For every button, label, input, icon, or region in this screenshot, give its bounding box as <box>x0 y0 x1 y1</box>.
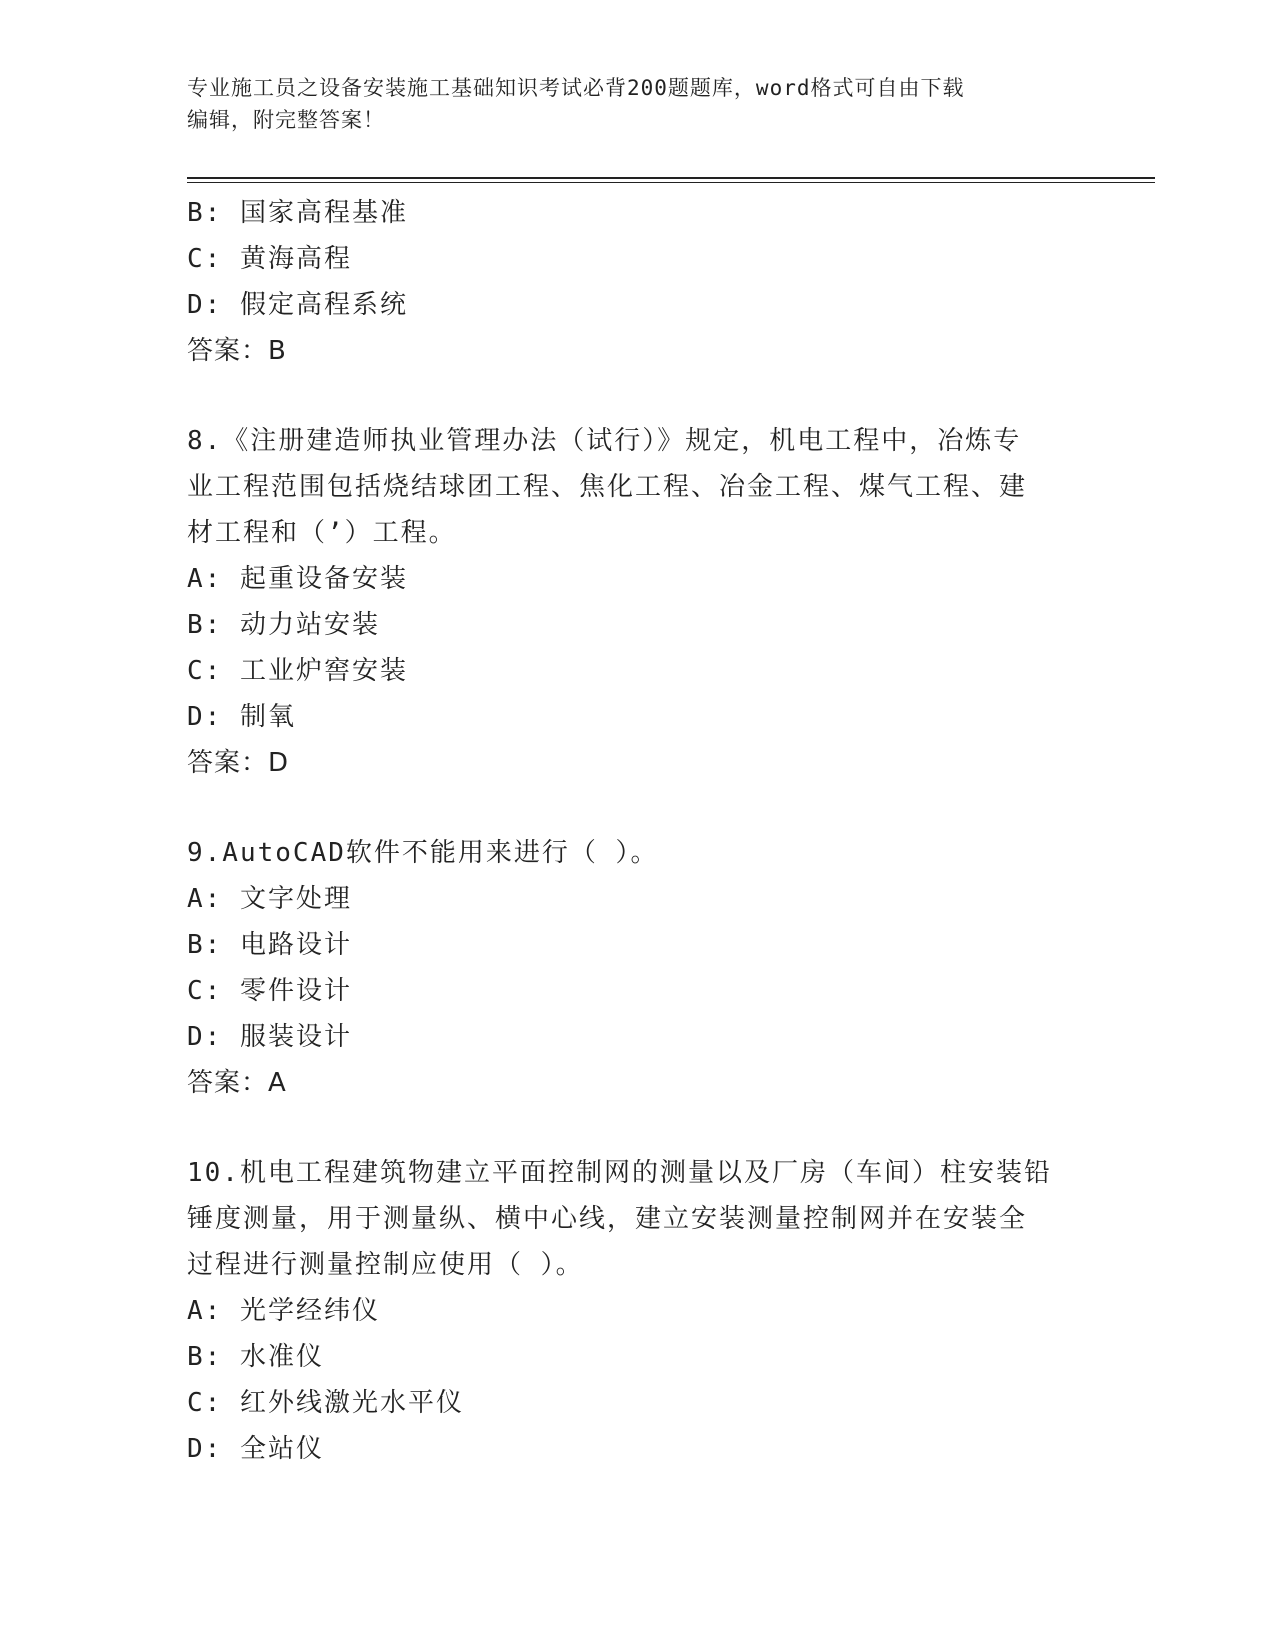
header-rule-thin <box>187 182 1155 183</box>
header-rule-thick <box>187 177 1155 179</box>
option-b: B: 动力站安装 <box>187 610 380 640</box>
answer-line: 答案：A <box>187 1068 287 1098</box>
option-c: C: 工业炉窖安装 <box>187 656 408 686</box>
question-10 <box>187 1150 1087 1472</box>
question-text-line: 业工程范围包括烧结球团工程、焦化工程、冶金工程、煤气工程、建 <box>187 472 1028 502</box>
header-line-2: 编辑，附完整答案！ <box>187 108 385 132</box>
previous-question-tail <box>187 190 1087 374</box>
option-d: D: 全站仪 <box>187 1434 324 1464</box>
option-c: C: 红外线激光水平仪 <box>187 1388 464 1418</box>
answer-line: 答案：D <box>187 748 290 778</box>
question-text-line: 9.AutoCAD软件不能用来进行（ ）。 <box>187 838 659 868</box>
option-a: A: 文字处理 <box>187 884 352 914</box>
option-b: B: 电路设计 <box>187 930 352 960</box>
question-text-line: 8.《注册建造师执业管理办法（试行）》规定，机电工程中，冶炼专 <box>187 426 1022 456</box>
option-c: C: 黄海高程 <box>187 244 352 274</box>
option-b: B: 国家高程基准 <box>187 198 408 228</box>
question-text-line: 10.机电工程建筑物建立平面控制网的测量以及厂房（车间）柱安装铅 <box>187 1158 1052 1188</box>
question-8 <box>187 418 1087 786</box>
document-header <box>187 72 1067 136</box>
option-d: D: 假定高程系统 <box>187 290 408 320</box>
question-text-line: 过程进行测量控制应使用（ ）。 <box>187 1250 584 1280</box>
question-9 <box>187 830 1087 1106</box>
header-line-1: 专业施工员之设备安装施工基础知识考试必背200题题库，word格式可自由下载 <box>187 76 965 100</box>
answer-line: 答案：B <box>187 336 287 366</box>
option-b: B: 水准仪 <box>187 1342 324 1372</box>
option-a: A: 光学经纬仪 <box>187 1296 380 1326</box>
option-d: D: 制氧 <box>187 702 296 732</box>
question-text-line: 材工程和（’）工程。 <box>187 518 457 548</box>
question-content <box>187 190 1087 1472</box>
question-text-line: 锤度测量，用于测量纵、横中心线，建立安装测量控制网并在安装全 <box>187 1204 1028 1234</box>
option-c: C: 零件设计 <box>187 976 352 1006</box>
option-a: A: 起重设备安装 <box>187 564 408 594</box>
option-d: D: 服装设计 <box>187 1022 352 1052</box>
